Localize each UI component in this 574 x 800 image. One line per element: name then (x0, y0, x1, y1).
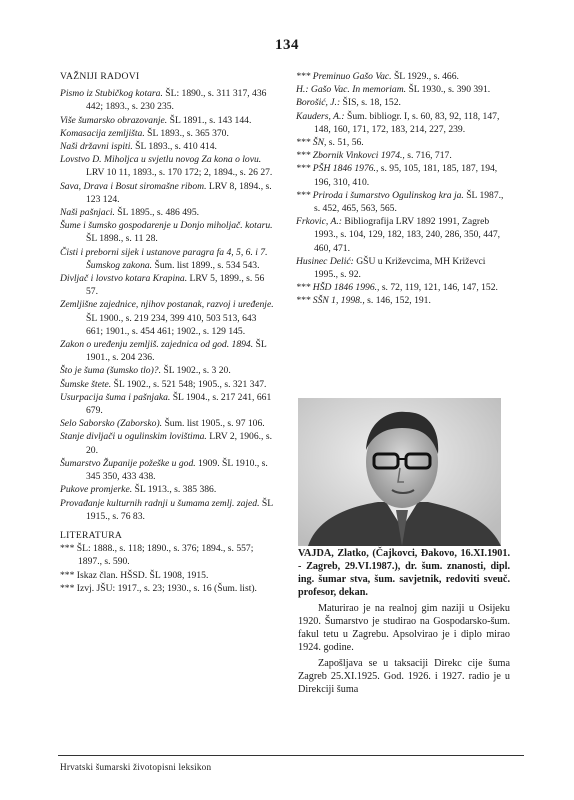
works-heading: VAŽNIJI RADOVI (60, 71, 140, 82)
literature-entry (296, 149, 510, 162)
literature-source: *** Preminuo Gašo Vac. (296, 71, 392, 82)
work-entry (60, 338, 275, 364)
work-title: Što je šuma (šumsko tlo)?. (60, 365, 161, 377)
work-reference: ŠL 1898., s. 11 28. (86, 233, 158, 245)
literature-pages: s. 716, 717. (404, 150, 452, 162)
literature-entry (296, 281, 510, 294)
work-reference: ŠL 1913., s. 385 386. (132, 484, 217, 496)
work-title: Šumske štete. (60, 378, 112, 390)
work-title: Zakon o uređenju zemljiš. zajednica od god. 1894. (60, 339, 254, 351)
work-entry (60, 417, 275, 430)
literature-source: *** ŠN, (296, 137, 327, 149)
work-entry (60, 497, 275, 523)
work-reference: Šum. list 1905., s. 97 106. (162, 418, 265, 430)
literature-entry (296, 189, 510, 215)
work-entry (60, 153, 275, 179)
literature-entry (296, 83, 510, 96)
work-title: Lovstvo D. Miholjca u svjetlu novog Za kona o lovu. (60, 154, 262, 166)
literature-pages: ŠL 1987., s. 452, 465, 563, 565. (314, 189, 504, 215)
literature-entry (296, 110, 510, 136)
work-title: Selo Saborsko (Zaborsko). (60, 418, 163, 430)
work-entry (60, 378, 275, 391)
literature-entry (296, 70, 510, 83)
literature-heading: LITERATURA (60, 529, 123, 541)
work-reference: ŠL 1901., s. 204 236. (86, 339, 267, 364)
work-entry (60, 206, 275, 219)
right-column (296, 70, 510, 308)
work-title: Komasacija zemljišta. (60, 127, 145, 139)
work-entry (60, 364, 275, 377)
portrait-photo (298, 398, 501, 546)
work-entry (60, 457, 275, 483)
work-entry (60, 272, 275, 298)
literature-entry: *** Iskaz član. HŠSD. ŠL 1908, 1915. (60, 569, 209, 581)
literature-pages: ŠL 1929., s. 466. (391, 71, 459, 82)
works-list (60, 87, 275, 523)
bio-paragraph-2: Zapošljava se u taksaciji Direkc cije šuma Zagreb 25.XI.1925. God. 1926. i 1927. radio je u Direkciji šuma (298, 658, 510, 695)
work-entry (60, 483, 275, 496)
literature-pages: Šum. bibliogr. I, s. 60, 83, 92, 118, 147, 148, 160, 171, 172, 183, 214, 227, 239. (314, 110, 500, 135)
work-title: Zemljišne zajednice, njihov postanak, razvoj i uređenje. (60, 299, 274, 311)
literature-source: Kauders, A.: (296, 110, 345, 122)
literature-source: *** SŠN 1, 1998., (296, 295, 365, 307)
work-title: Pukove promjerke. (60, 484, 133, 496)
work-entry (60, 127, 275, 140)
literature-entry: *** Izvj. JŠU: 1917., s. 23; 1930., s. 16 (Šum. list). (60, 582, 257, 594)
literature-list-left (60, 542, 275, 595)
literature-source: Frkovic, A.: (296, 216, 342, 228)
literature-pages: ŠL 1930., s. 390 391. (406, 84, 491, 96)
work-title: Sava, Drava i Bosut siromašne ribom. (60, 180, 207, 192)
work-entry (60, 430, 275, 456)
work-title: Naši državni ispiti. (60, 141, 133, 153)
literature-source: *** Priroda i šumarstvo Ogulinskog kra ja. (296, 189, 464, 201)
work-entry (60, 298, 275, 338)
literature-pages: s. 72, 119, 121, 146, 147, 152. (379, 282, 498, 294)
literature-source: *** PŠH 1846 1976., (296, 163, 379, 175)
bio-headline (298, 547, 510, 599)
portrait-image (298, 398, 501, 546)
work-title: Šumarstvo Županije požeške u god. (60, 457, 196, 469)
literature-pages: Bibliografija LRV 1892 1991, Zagreb 1993., s. 104, 129, 182, 183, 240, 286, 350, 447, 460, 471. (314, 216, 501, 254)
work-reference: ŠL: 1890., s. 311 317, 436 442; 1893., s. 230 235. (86, 88, 267, 113)
work-entry (60, 114, 275, 127)
literature-entry (296, 255, 510, 281)
work-reference: ŠL 1900., s. 219 234, 399 410, 503 513, 643 661; 1901., s. 454 461; 1902., s. 129 145. (86, 312, 257, 337)
footer-rule (58, 755, 524, 756)
work-reference: ŠL 1904., s. 217 241, 661 679. (86, 391, 272, 417)
literature-source: *** HŠD 1846 1996., (296, 282, 380, 294)
literature-source: H.: Gašo Vac. In memoriam. (296, 84, 407, 96)
work-reference: LRV 8, 1894., s. 123 124. (86, 180, 272, 205)
work-reference: LRV 10 11, 1893., s. 170 172; 2, 1894., s. 26 27. (86, 167, 273, 179)
work-entry (60, 140, 275, 153)
literature-pages: s. 51, 56. (326, 137, 364, 149)
work-title: Više šumarsko obrazovanje. (60, 114, 168, 126)
work-reference: ŠL 1893., s. 365 370. (144, 127, 229, 139)
work-title: Provađanje kulturnih radnji u šumama zemlj. zajed. (60, 497, 260, 509)
work-reference: ŠL 1895., s. 486 495. (114, 207, 200, 219)
work-entry (60, 246, 275, 272)
work-reference: ŠL 1893., s. 410 414. (132, 141, 217, 153)
page-number: 134 (275, 37, 299, 53)
literature-entry (296, 96, 510, 109)
work-reference: Šum. list 1899., s. 534 543. (152, 259, 260, 271)
work-reference: LRV 2, 1906., s. 20. (86, 431, 272, 456)
literature-pages: s. 146, 152, 191. (364, 295, 431, 307)
literature-source: Husinec Delić: (296, 255, 354, 267)
literature-source: Borošić, J.: (296, 97, 341, 109)
work-entry (60, 391, 275, 417)
literature-source: *** Zbornik Vinkovci 1974., (296, 150, 405, 162)
work-entry (60, 219, 275, 245)
work-title: Usurpacija šuma i pašnjaka. (60, 391, 171, 403)
work-reference: 1909. ŠL 1910., s. 345 350, 433 438. (86, 457, 268, 483)
bio-headline-text: VAJDA, Zlatko, (Čajkovci, Đakovo, 16.XI.1901. - Zagreb, 29.VI.1987.), dr. šum. znanosti, dipl. ing. šumar stva, šum. savjetnik, redoviti sveuč. profesor, dekan. (298, 548, 510, 598)
work-title: Naši pašnjaci. (60, 207, 115, 219)
work-title: Pismo iz Stubičkog kotara. (60, 88, 163, 100)
work-title: Čisti i preborni sijek i ustanove paragra fa 4, 5, 6. i 7. Šumskog zakona. (60, 246, 268, 271)
left-column (60, 70, 275, 595)
literature-entry (296, 162, 510, 188)
work-entry (60, 180, 275, 206)
literature-list-right (296, 70, 510, 308)
bio-paragraph-1: Maturirao je na realnoj gim naziji u Osijeku 1920. Šumarstvo je studirao na Gospodarsko-šum. fakul tetu u Zagrebu. Apsolvirao je i diplo mirao 1924. godine. (298, 603, 510, 653)
biography (298, 547, 510, 696)
literature-pages: s. 95, 105, 181, 185, 187, 194, 196, 310, 410. (314, 163, 498, 188)
work-reference: ŠL 1915., s. 76 83. (86, 497, 273, 522)
literature-entry (296, 294, 510, 307)
work-entry (60, 87, 275, 113)
literature-entry (296, 215, 510, 255)
literature-entry: *** ŠL: 1888., s. 118; 1890., s. 376; 1894., s. 557; 1897., s. 590. (60, 543, 254, 568)
work-reference: LRV 5, 1899., s. 56 57. (86, 273, 265, 298)
literature-pages: GŠU u Križevcima, MH Križevci 1995., s. 92. (314, 255, 486, 281)
work-title: Stanje divljači u ogulinskim lovištima. (60, 431, 207, 443)
literature-entry (296, 136, 510, 149)
work-reference: ŠL 1891., s. 143 144. (167, 114, 252, 126)
work-reference: ŠL 1902., s. 521 548; 1905., s. 321 347. (111, 378, 267, 390)
work-reference: ŠL 1902., s. 3 20. (161, 365, 231, 377)
work-title: Šume i šumsko gospodarenje u Donjo miholjač. kotaru. (60, 220, 273, 232)
page-footer: Hrvatski šumarski životopisni leksikon (60, 762, 212, 772)
literature-pages: ŠIS, s. 18, 152. (340, 97, 401, 109)
work-title: Divljač i lovstvo kotara Krapina. (60, 273, 188, 285)
